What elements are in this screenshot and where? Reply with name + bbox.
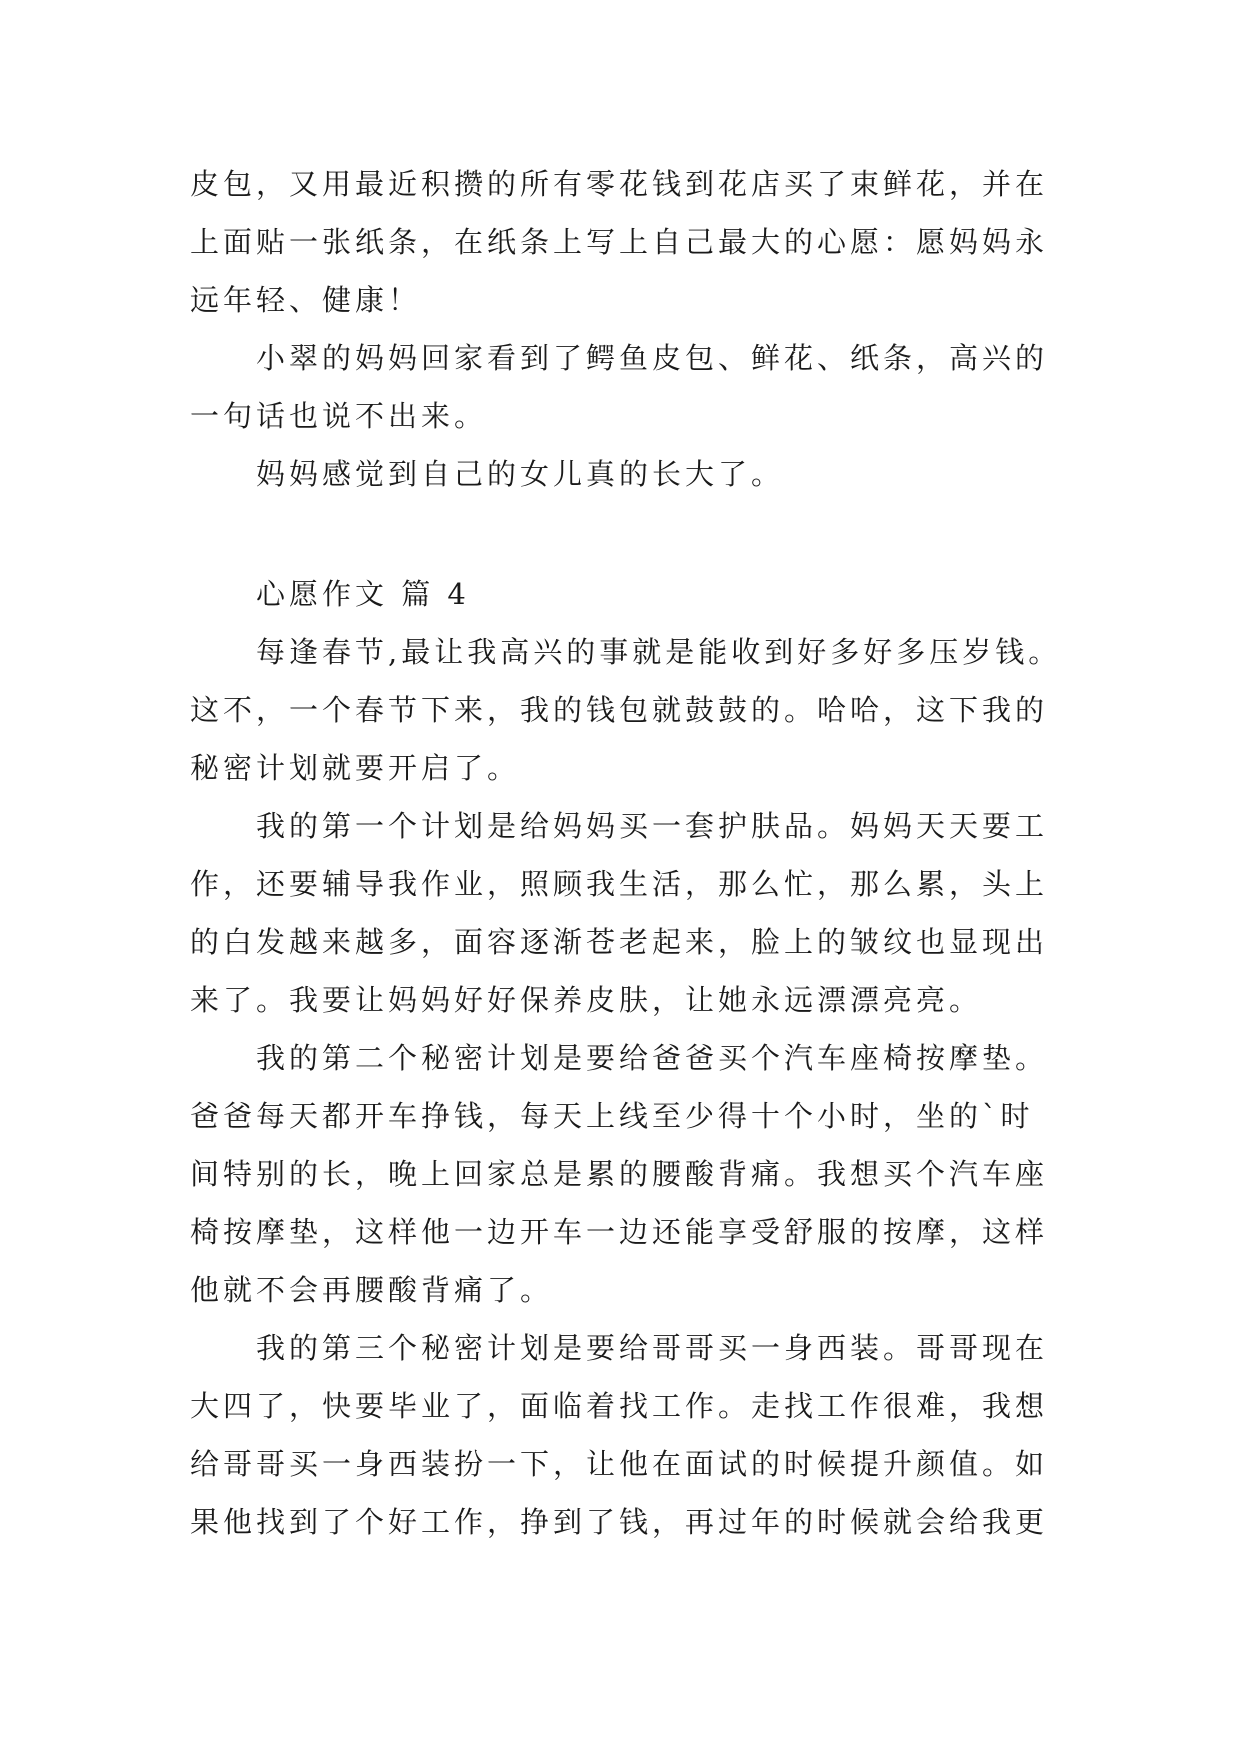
section-heading: 心愿作文 篇 4 — [256, 577, 470, 611]
text-line: 一句话也说不出来。 — [190, 399, 488, 433]
text-line: 我的第三个秘密计划是要给哥哥买一身西装。哥哥现在 — [256, 1331, 1049, 1365]
text-line: 椅按摩垫，这样他一边开车一边还能享受舒服的按摩，这样 — [190, 1215, 1049, 1249]
text-line: 妈妈感觉到自己的女儿真的长大了。 — [256, 457, 785, 491]
text-line: 大四了，快要毕业了，面临着找工作。走找工作很难，我想 — [190, 1389, 1049, 1423]
text-line: 间特别的长，晚上回家总是累的腰酸背痛。我想买个汽车座 — [190, 1157, 1049, 1191]
paragraph-block-1 — [190, 155, 1050, 503]
text-line: 他就不会再腰酸背痛了。 — [190, 1273, 554, 1307]
text-line: 这不，一个春节下来，我的钱包就鼓鼓的。哈哈，这下我的 — [190, 693, 1049, 727]
text-line: 来了。我要让妈妈好好保养皮肤，让她永远漂漂亮亮。 — [190, 983, 983, 1017]
text-line: 皮包，又用最近积攒的所有零花钱到花店买了束鲜花，并在 — [190, 167, 1049, 201]
text-line: 作，还要辅导我作业，照顾我生活，那么忙，那么累，头上 — [190, 867, 1049, 901]
text-line: 的白发越来越多，面容逐渐苍老起来，脸上的皱纹也显现出 — [190, 925, 1049, 959]
text-line: 远年轻、健康！ — [190, 283, 422, 317]
text-line: 给哥哥买一身西装扮一下，让他在面试的时候提升颜值。如 — [190, 1447, 1049, 1481]
text-line: 小翠的妈妈回家看到了鳄鱼皮包、鲜花、纸条，高兴的 — [256, 341, 1049, 375]
text-line: 秘密计划就要开启了。 — [190, 751, 521, 785]
paragraph-block-2 — [190, 623, 1062, 1551]
text-line: 每逢春节,最让我高兴的事就是能收到好多好多压岁钱。 — [256, 635, 1062, 669]
text-line: 爸爸每天都开车挣钱，每天上线至少得十个小时，坐的`时 — [190, 1099, 1034, 1133]
text-line: 我的第二个秘密计划是要给爸爸买个汽车座椅按摩垫。 — [256, 1041, 1049, 1075]
text-line: 我的第一个计划是给妈妈买一套护肤品。妈妈天天要工 — [256, 809, 1049, 843]
text-line: 上面贴一张纸条，在纸条上写上自己最大的心愿：愿妈妈永 — [190, 225, 1049, 259]
text-line: 果他找到了个好工作，挣到了钱，再过年的时候就会给我更 — [190, 1505, 1049, 1539]
